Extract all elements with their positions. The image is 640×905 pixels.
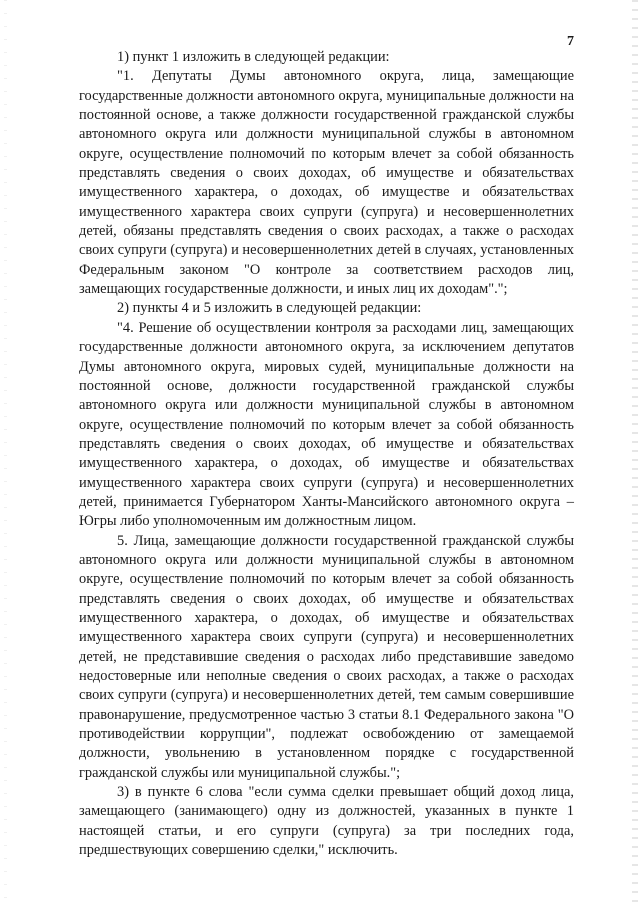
paragraph-item-2: 2) пункты 4 и 5 изложить в следующей редакции:	[117, 300, 422, 317]
scan-edge-left	[4, 0, 7, 905]
page-number: 7	[567, 34, 574, 49]
paragraph-point-4: "4. Решение об осуществлении контроля за расходами лиц, замещающих государственные должности автономного округа, за исключением депутатов Думы автономного округа, мировых судей, муниципальные должности на постоянной основе, должности государственной гражданской службы автономного округа или должности муниципальной службы в автономном округе, осуществление полномочий по которым влечет за собой обязанность представлять сведения о своих доходах, об имуществе и обязательствах имущественного характера, о доходах, об имуществе и обязательствах имущественного характера своих супруги (супруга) и несовершеннолетних детей, принимается Губернатором Ханты-Мансийского автономного округа – Югры либо уполномоченным им должностным лицом.	[79, 319, 574, 530]
scan-edge-right	[632, 0, 638, 905]
paragraph-point-5: 5. Лица, замещающие должности государственной гражданской службы автономного округа или должности муниципальной службы в автономном округе, осуществление полномочий по которым влечет за собой обязанность представлять сведения о своих доходах, об имуществе и обязательствах имущественного характера, о доходах, об имуществе и обязательствах имущественного характера своих супруги (супруга) и несовершеннолетних детей, не представившие сведения о расходах либо представившие заведомо недостоверные или неполные сведения о своих расходах, а также о расходах своих супруги (супруга) и несовершеннолетних детей, тем самым совершившие правонарушение, предусмотренное частью 3 статьи 8.1 Федерального закона "О противодействии коррупции", подлежат освобождению от замещаемой должности, увольнению в установленном порядке с государственной гражданской службы или муниципальной службы.";	[79, 532, 574, 781]
paragraph-item-1: 1) пункт 1 изложить в следующей редакции:	[117, 49, 390, 65]
document-body	[79, 48, 574, 860]
paragraph-point-1: "1. Депутаты Думы автономного округа, лица, замещающие государственные должности автономного округа, муниципальные должности на постоянной основе, а также должности государственной гражданской службы автономного округа или должности муниципальной службы в автономном округе, осуществление полномочий по которым влечет за собой обязанность представлять сведения о своих доходах, об имуществе и обязательствах имущественного характера, о доходах, об имуществе и обязательствах имущественного характера своих супруги (супруга) и несовершеннолетних детей, обязаны представлять сведения о своих расходах, а также о расходах своих супруги (супруга) и несовершеннолетних детей в случаях, установленных Федеральным законом "О контроле за соответствием расходов лиц, замещающих государственные должности, и иных лиц их доходам".";	[79, 68, 574, 298]
paragraph-item-3: 3) в пункте 6 слова "если сумма сделки превышает общий доход лица, замещающего (занимающего) одну из должностей, указанных в пункте 1 настоящей статьи, и его супруги (супруга) за три последних года, предшествующих совершению сделки," исключить.	[79, 784, 574, 859]
